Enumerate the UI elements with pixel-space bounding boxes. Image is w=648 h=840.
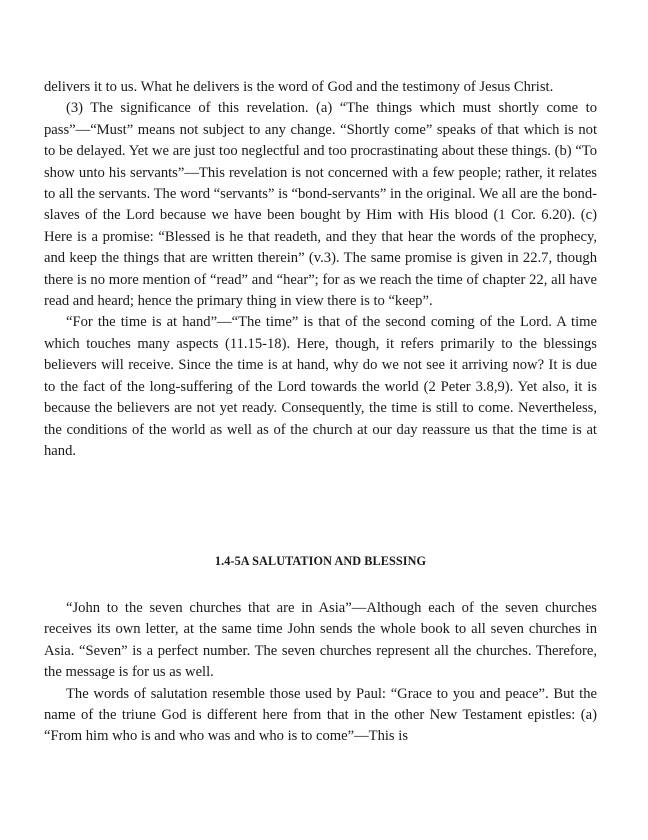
paragraph-significance: (3) The significance of this revelation. (a) “The things which must shortly come to pass”—“Must” means not subject to any change. “Shortly come” speaks of that which is not to be delayed. Yet we are just too neglectful and too procrastinating about these things. (b) “To show unto his servants”—This revelation is not concerned with a few people; rather, it relates to all the servants. The word “servants” is “bond-servants” in the original. We all are the bond-slaves of the Lord because we have been bought by Him with His blood (1 Cor. 6.20). (c) Here is a promise: “Blessed is he that readeth, and they that hear the words of the prophecy, and keep the things that are written therein” (v.3). The same promise is given in 22.7, though there is no more mention of “read” and “hear”; for as we reach the time of chapter 22, all have read and heard; hence the primary thing in view there is to “keep”. — [44, 100, 597, 310]
paragraph-time-at-hand: “For the time is at hand”—“The time” is that of the second coming of the Lord. A time which touches many aspects (11.15-18). Here, though, it refers primarily to the blessings believers will receive. Since the time is at hand, why do we not see it arriving now? It is due to the fact of the long-suffering of the Lord towards the world (2 Peter 3.8,9). Yet also, it is because the believers are not yet ready. Consequently, the time is still to come. Nevertheless, the conditions of the world as well as of the church at our day reassure us that the time is at hand. — [44, 314, 597, 459]
paragraph-salutation: The words of salutation resemble those used by Paul: “Grace to you and peace”. But the name of the triune God is different here from that in the other New Testament epistles: (a) “From him who is and who was and who is to come”—This is — [44, 685, 597, 745]
body-text-bottom — [44, 598, 597, 748]
body-text-top — [44, 77, 597, 462]
paragraph-seven-churches: “John to the seven churches that are in Asia”—Although each of the seven churches receives its own letter, at the same time John sends the whole book to all seven churches in Asia. “Seven” is a perfect number. The seven churches represent all the churches. Therefore, the message is for us as well. — [44, 600, 597, 681]
paragraph-continuation: delivers it to us. What he delivers is the word of God and the testimony of Jesus Christ. — [44, 79, 554, 95]
section-heading: 1.4-5A SALUTATION AND BLESSING — [214, 554, 427, 568]
